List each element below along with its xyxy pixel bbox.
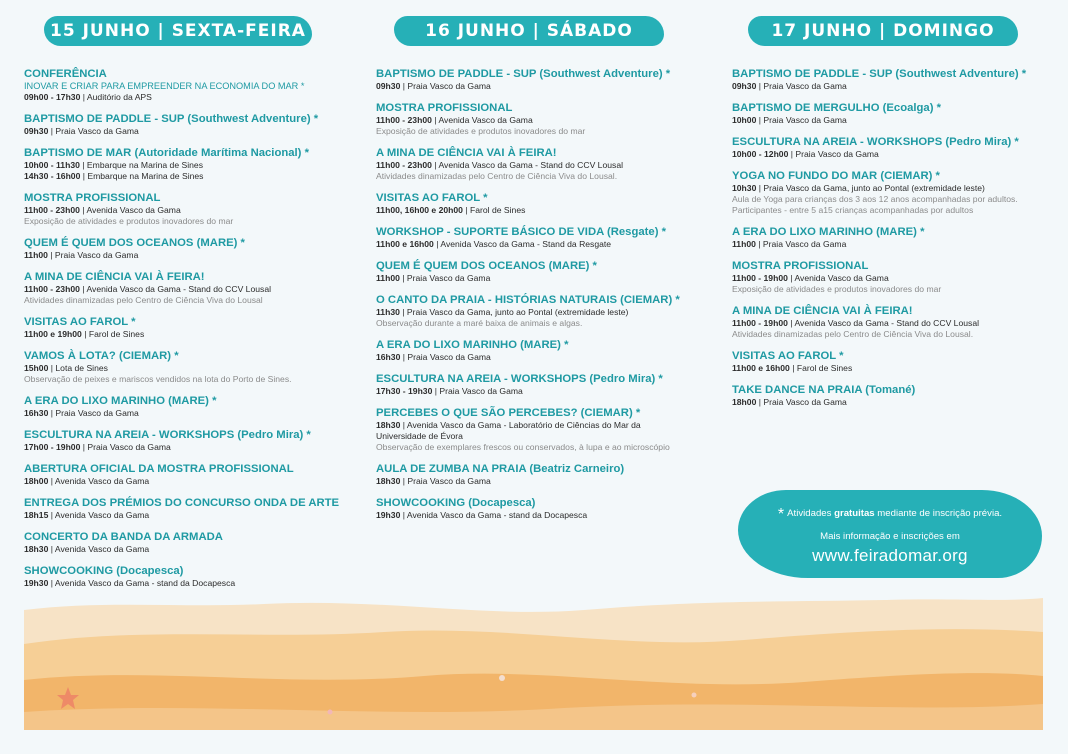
event-location: Avenida Vasco da Gama - Stand da Resgate: [440, 239, 612, 249]
event-time: 11h00: [732, 239, 756, 249]
event-location: Avenida Vasco da Gama - Stand do CCV Lousal: [794, 318, 980, 328]
event-title: A ERA DO LIXO MARINHO (MARE) *: [376, 339, 569, 351]
event-schedule-line: [732, 318, 1052, 329]
event-time: 18h30: [376, 420, 401, 430]
event-time: 11h30: [376, 307, 400, 317]
event-item: [24, 429, 354, 453]
event-title: VISITAS AO FAROL *: [732, 350, 844, 362]
event-item: [376, 260, 711, 284]
event-time: 19h30: [376, 510, 401, 520]
event-time: 11h00 - 19h00: [732, 318, 788, 328]
event-schedule-line: [24, 126, 354, 137]
event-item: [732, 226, 1052, 250]
separator: |: [48, 544, 55, 554]
event-schedule-line: [376, 476, 711, 487]
event-location: Avenida Vasco da Gama - stand da Docapesca: [54, 578, 236, 588]
separator: |: [756, 115, 764, 125]
separator: |: [787, 318, 795, 328]
event-location: Praia Vasco da Gama: [763, 115, 847, 125]
event-title: ESCULTURA NA AREIA - WORKSHOPS (Pedro Mira) *: [732, 136, 1019, 148]
event-item: [24, 395, 354, 419]
event-title: BAPTISMO DE MAR (Autoridade Marítima Nacional) *: [24, 147, 309, 159]
event-time: 11h00: [24, 250, 48, 260]
event-title: ABERTURA OFICIAL DA MOSTRA PROFISSIONAL: [24, 463, 294, 475]
event-title: WORKSHOP - SUPORTE BÁSICO DE VIDA (Resgate) *: [376, 226, 666, 238]
separator: |: [79, 205, 87, 215]
event-location: Avenida Vasco da Gama: [86, 205, 181, 215]
separator: |: [755, 239, 763, 249]
event-time: 10h00: [732, 115, 757, 125]
event-schedule-line: [376, 420, 711, 431]
event-item: [376, 226, 711, 250]
event-location: Auditório da APS: [86, 92, 152, 102]
separator: |: [431, 115, 439, 125]
event-time: 18h00: [24, 476, 49, 486]
event-title: CONFERÊNCIA: [24, 68, 107, 80]
event-location: Praia Vasco da Gama: [87, 442, 171, 452]
separator: |: [47, 250, 55, 260]
event-location: Avenida Vasco da Gama - Laboratório de Ciências do Mar da: [406, 420, 641, 430]
day-column-saturday: [376, 16, 711, 531]
event-item: [732, 102, 1052, 126]
event-item: [24, 237, 354, 261]
event-schedule-line: [24, 476, 354, 487]
event-location: Praia Vasco da Gama: [795, 149, 879, 159]
event-location: Praia Vasco da Gama: [407, 476, 491, 486]
day-column-sunday: [732, 16, 1052, 418]
event-description: Participantes - entre 5 a15 crianças acompanhadas por adultos: [732, 205, 974, 215]
event-location: Avenida Vasco da Gama - Stand do CCV Lousal: [86, 284, 272, 294]
event-schedule-line: [732, 239, 1052, 250]
event-item: [732, 170, 1052, 216]
event-location: Praia Vasco da Gama: [439, 386, 523, 396]
event-title: ESCULTURA NA AREIA - WORKSHOPS (Pedro Mira) *: [376, 373, 663, 385]
website-link[interactable]: www.feiradomar.org: [812, 546, 968, 565]
event-subtitle: INOVAR E CRIAR PARA EMPREENDER NA ECONOMIA DO MAR *: [24, 81, 305, 91]
day-header: 15 JUNHO | SEXTA-FEIRA: [44, 16, 312, 46]
event-list: [376, 68, 711, 521]
event-item: [376, 497, 711, 521]
separator: |: [399, 273, 407, 283]
event-item: [732, 68, 1052, 92]
event-item: [376, 463, 711, 487]
separator: |: [80, 171, 88, 181]
beach-sand-illustration: [24, 596, 1043, 730]
event-location: Praia Vasco da Gama: [406, 273, 491, 283]
event-schedule-line: [24, 578, 354, 589]
event-item: [24, 68, 354, 103]
event-location: Lota de Sines: [55, 363, 108, 373]
event-schedule-line: [732, 397, 1052, 408]
event-schedule-line: [376, 115, 711, 126]
event-schedule-line: [24, 92, 354, 103]
separator: |: [788, 149, 796, 159]
event-schedule-line: [376, 273, 711, 284]
event-item: [376, 373, 711, 397]
event-time: 09h30: [24, 126, 49, 136]
event-description: Exposição de atividades e produtos inovadores do mar: [732, 284, 942, 294]
event-time: 19h30: [24, 578, 49, 588]
event-title: A MINA DE CIÊNCIA VAI À FEIRA!: [376, 147, 557, 159]
event-schedule-line: [376, 205, 711, 216]
event-time: 10h00 - 11h30: [24, 160, 80, 170]
event-location: Praia Vasco da Gama: [762, 239, 847, 249]
separator: |: [79, 284, 87, 294]
event-title: MOSTRA PROFISSIONAL: [24, 192, 161, 204]
event-description: Atividades dinamizadas pelo Centro de Ciência Viva do Lousal.: [732, 329, 974, 339]
event-list: [732, 68, 1052, 408]
event-description: Observação de exemplares frescos ou conservados, à lupa e ao microscópio: [376, 442, 670, 452]
shell-icon: [328, 710, 333, 715]
event-schedule-line: [24, 160, 354, 171]
event-time: 09h30: [376, 81, 401, 91]
event-item: [24, 113, 354, 137]
event-location-continued: Universidade de Évora: [376, 431, 463, 441]
event-item: [376, 102, 711, 137]
separator: |: [48, 363, 56, 373]
event-time: 11h00: [376, 273, 400, 283]
event-location: Avenida Vasco da Gama - stand da Docapesca: [406, 510, 588, 520]
event-item: [732, 305, 1052, 340]
separator: |: [432, 386, 440, 396]
separator: |: [48, 408, 56, 418]
event-schedule-line: [376, 307, 711, 318]
shell-icon: [692, 693, 697, 698]
event-time: 11h00 e 16h00: [732, 363, 790, 373]
event-title: CONCERTO DA BANDA DA ARMADA: [24, 531, 223, 543]
event-location: Embarque na Marina de Sines: [86, 160, 204, 170]
event-location: Farol de Sines: [469, 205, 526, 215]
separator: |: [80, 92, 87, 102]
event-title: QUEM É QUEM DOS OCEANOS (MARE) *: [24, 237, 245, 249]
event-schedule-line: [732, 183, 1052, 194]
event-title: BAPTISMO DE MERGULHO (Ecoalga) *: [732, 102, 942, 114]
event-time: 11h00 e 19h00: [24, 329, 82, 339]
event-time: 11h00 - 23h00: [24, 205, 80, 215]
event-item: [732, 136, 1052, 160]
event-title: PERCEBES O QUE SÃO PERCEBES? (CIEMAR) *: [376, 407, 641, 419]
event-location: Praia Vasco da Gama: [54, 250, 139, 260]
event-location: Farol de Sines: [796, 363, 853, 373]
event-title: A ERA DO LIXO MARINHO (MARE) *: [24, 395, 217, 407]
event-location: Avenida Vasco da Gama: [438, 115, 533, 125]
event-title: AULA DE ZUMBA NA PRAIA (Beatriz Carneiro): [376, 463, 625, 475]
event-time: 17h30 - 19h30: [376, 386, 433, 396]
event-item: [24, 350, 354, 385]
event-time: 18h30: [24, 544, 49, 554]
event-time: 11h00 e 16h00: [376, 239, 434, 249]
event-schedule-line: [24, 544, 354, 555]
info-free-word: gratuitas: [834, 508, 875, 519]
separator: |: [431, 160, 439, 170]
event-item: [376, 68, 711, 92]
separator: |: [756, 397, 764, 407]
event-title: MOSTRA PROFISSIONAL: [732, 260, 869, 272]
event-schedule-line: [24, 510, 354, 521]
event-time: 11h00 - 19h00: [732, 273, 788, 283]
event-schedule-line: [732, 363, 1052, 374]
event-schedule-line: [24, 284, 354, 295]
event-schedule-line: [24, 442, 354, 453]
event-location: Praia Vasco da Gama: [55, 408, 139, 418]
day-header: 16 JUNHO | SÁBADO: [394, 16, 664, 46]
event-time: 10h00 - 12h00: [732, 149, 789, 159]
event-title: A MINA DE CIÊNCIA VAI À FEIRA!: [732, 305, 913, 317]
event-time: 14h30 - 16h00: [24, 171, 81, 181]
event-item: [376, 294, 711, 329]
event-schedule-line: [376, 352, 711, 363]
event-location: Praia Vasco da Gama, junto ao Pontal (extremidade leste): [406, 307, 629, 317]
info-text: Atividades: [787, 508, 835, 519]
event-title: O CANTO DA PRAIA - HISTÓRIAS NATURAIS (CIEMAR) *: [376, 294, 680, 306]
info-more-info: Mais informação e inscrições em: [820, 531, 960, 542]
separator: |: [48, 126, 56, 136]
event-schedule-line: [24, 363, 354, 374]
event-location: Embarque na Marina de Sines: [87, 171, 204, 181]
event-location: Avenida Vasco da Gama: [54, 476, 150, 486]
event-time: 09h30: [732, 81, 757, 91]
event-item: [732, 350, 1052, 374]
event-schedule-line: [24, 205, 354, 216]
event-time: 15h00: [24, 363, 49, 373]
event-title: VISITAS AO FAROL *: [376, 192, 488, 204]
event-description: Observação de peixes e mariscos vendidos na lota do Porto de Sines.: [24, 374, 292, 384]
info-text: mediante de inscrição prévia.: [874, 508, 1003, 519]
event-time: 16h30: [376, 352, 401, 362]
event-location: Farol de Sines: [88, 329, 145, 339]
event-schedule-line: [376, 81, 711, 92]
separator: |: [787, 273, 795, 283]
separator: |: [400, 510, 407, 520]
event-title: BAPTISMO DE PADDLE - SUP (Southwest Adventure) *: [376, 68, 671, 80]
event-item: [24, 147, 354, 182]
event-item: [24, 497, 354, 521]
separator: |: [789, 363, 797, 373]
event-location: Praia Vasco da Gama, junto ao Pontal (extremidade leste): [763, 183, 985, 193]
separator: |: [433, 239, 441, 249]
asterisk-icon: *: [777, 506, 785, 523]
event-time: 18h30: [376, 476, 401, 486]
event-time: 11h00, 16h00 e 20h00: [376, 205, 463, 215]
event-location: Praia Vasco da Gama: [55, 126, 139, 136]
info-bubble: [738, 490, 1042, 578]
event-item: [24, 565, 354, 589]
event-time: 18h00: [732, 397, 757, 407]
event-title: QUEM É QUEM DOS OCEANOS (MARE) *: [376, 260, 597, 272]
event-time: 11h00 - 23h00: [376, 115, 432, 125]
separator: |: [462, 205, 470, 215]
event-title: YOGA NO FUNDO DO MAR (CIEMAR) *: [732, 170, 940, 182]
separator: |: [48, 510, 55, 520]
separator: |: [400, 81, 408, 91]
event-title: BAPTISMO DE PADDLE - SUP (Southwest Adventure) *: [24, 113, 319, 125]
event-time: 17h00 - 19h00: [24, 442, 81, 452]
event-item: [732, 260, 1052, 295]
separator: |: [399, 307, 407, 317]
event-description: Exposição de atividades e produtos inovadores do mar: [24, 216, 234, 226]
event-item: [24, 316, 354, 340]
event-time: 11h00 - 23h00: [376, 160, 432, 170]
event-title: A ERA DO LIXO MARINHO (MARE) *: [732, 226, 925, 238]
event-time: 09h00 - 17h30: [24, 92, 81, 102]
event-location: Praia Vasco da Gama: [763, 81, 847, 91]
event-description: Atividades dinamizadas pelo Centro de Ciência Viva do Lousal.: [376, 171, 618, 181]
separator: |: [400, 476, 408, 486]
event-item: [24, 531, 354, 555]
event-time: 11h00 - 23h00: [24, 284, 80, 294]
event-time: 10h30: [732, 183, 757, 193]
event-description: Observação durante a maré baixa de animais e algas.: [376, 318, 583, 328]
event-title: SHOWCOOKING (Docapesca): [24, 565, 184, 577]
event-location: Praia Vasco da Gama: [763, 397, 847, 407]
shell-icon: [499, 675, 505, 681]
event-location: Praia Vasco da Gama: [407, 352, 491, 362]
event-location: Praia Vasco da Gama: [407, 81, 491, 91]
separator: |: [756, 81, 764, 91]
event-schedule-line: [376, 239, 711, 250]
event-item: [24, 192, 354, 227]
separator: |: [400, 420, 407, 430]
separator: |: [80, 442, 88, 452]
event-location: Avenida Vasco da Gama: [54, 544, 150, 554]
day-column-friday: [24, 16, 354, 599]
separator: |: [756, 183, 764, 193]
event-location: Avenida Vasco da Gama - Stand do CCV Lousal: [438, 160, 624, 170]
event-schedule-line: [376, 160, 711, 171]
event-time: 16h30: [24, 408, 49, 418]
day-header: 17 JUNHO | DOMINGO: [748, 16, 1018, 46]
info-free-activities: [738, 506, 1042, 524]
event-schedule-line: [732, 81, 1052, 92]
event-description: Atividades dinamizadas pelo Centro de Ciência Viva do Lousal: [24, 295, 263, 305]
event-item: [24, 271, 354, 306]
event-title: ESCULTURA NA AREIA - WORKSHOPS (Pedro Mira) *: [24, 429, 311, 441]
event-schedule-line: [24, 408, 354, 419]
event-location: Avenida Vasco da Gama: [794, 273, 889, 283]
event-title: SHOWCOOKING (Docapesca): [376, 497, 536, 509]
event-item: [376, 407, 711, 453]
event-schedule-line: [24, 329, 354, 340]
event-schedule-line: [376, 386, 711, 397]
separator: |: [48, 578, 55, 588]
event-description: Aula de Yoga para crianças dos 3 aos 12 anos acompanhadas por adultos.: [732, 194, 1018, 204]
event-title: TAKE DANCE NA PRAIA (Tomané): [732, 384, 916, 396]
event-title: A MINA DE CIÊNCIA VAI À FEIRA!: [24, 271, 205, 283]
event-title: BAPTISMO DE PADDLE - SUP (Southwest Adventure) *: [732, 68, 1027, 80]
event-item: [376, 339, 711, 363]
event-title: VISITAS AO FAROL *: [24, 316, 136, 328]
event-item: [376, 147, 711, 182]
event-schedule-line: [732, 149, 1052, 160]
separator: |: [81, 329, 89, 339]
event-description: Exposição de atividades e produtos inovadores do mar: [376, 126, 586, 136]
event-title: ENTREGA DOS PRÉMIOS DO CONCURSO ONDA DE ARTE: [24, 497, 340, 509]
separator: |: [79, 160, 87, 170]
event-schedule-line: [732, 115, 1052, 126]
event-title: VAMOS À LOTA? (CIEMAR) *: [24, 350, 179, 362]
event-schedule-line: [732, 273, 1052, 284]
event-title: MOSTRA PROFISSIONAL: [376, 102, 513, 114]
event-item: [732, 384, 1052, 408]
event-schedule-line: [24, 171, 354, 182]
separator: |: [400, 352, 408, 362]
event-item: [24, 463, 354, 487]
event-item: [376, 192, 711, 216]
event-schedule-line: [24, 250, 354, 261]
event-schedule-line: [376, 510, 711, 521]
separator: |: [48, 476, 55, 486]
event-list: [24, 68, 354, 589]
event-location: Avenida Vasco da Gama: [54, 510, 150, 520]
event-time: 18h15: [24, 510, 49, 520]
